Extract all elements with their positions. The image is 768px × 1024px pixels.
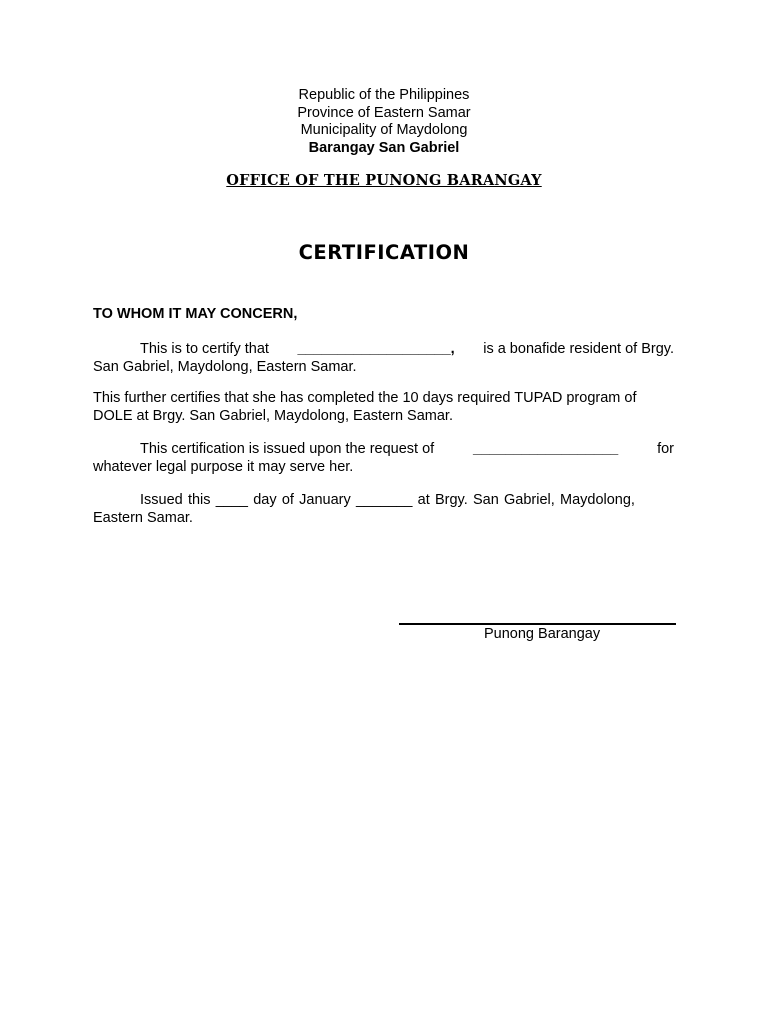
paragraph-text: San Gabriel, Maydolong, Eastern Samar. xyxy=(93,358,357,375)
signature-label: Punong Barangay xyxy=(484,626,601,642)
header-barangay: Barangay San Gabriel xyxy=(308,139,460,156)
document-title: CERTIFICATION xyxy=(298,241,470,264)
paragraph-line: This further certifies that she has completed the 10 days required TUPAD program of xyxy=(93,390,637,406)
header-municipality: Municipality of Maydolong xyxy=(300,122,468,138)
requester-blank-field: __________________ xyxy=(473,441,619,457)
paragraph-line xyxy=(93,341,674,359)
paragraph-text: Eastern Samar. xyxy=(93,509,193,526)
paragraph-text: Issued this ____ day of January _______ at Brgy. San Gabriel, Maydolong, xyxy=(140,492,635,508)
office-title: OFFICE OF THE PUNONG BARANGAY xyxy=(226,172,542,189)
paragraph-text: This is to certify that xyxy=(140,341,269,357)
paragraph-request xyxy=(93,441,674,476)
header-republic: Republic of the Philippines xyxy=(298,87,470,103)
header-province: Province of Eastern Samar xyxy=(297,104,471,121)
salutation: TO WHOM IT MAY CONCERN, xyxy=(93,306,298,322)
paragraph-line xyxy=(93,510,674,528)
paragraph-line: DOLE at Brgy. San Gabriel, Maydolong, Eastern Samar. xyxy=(93,407,453,424)
paragraph-text: whatever legal purpose it may serve her. xyxy=(93,458,354,475)
paragraph-line xyxy=(93,492,674,510)
paragraph-text: This certification is issued upon the request of xyxy=(140,441,435,457)
paragraph-text: is a bonafide resident of Brgy. xyxy=(483,341,674,357)
paragraph-issued xyxy=(93,492,674,527)
paragraph-line xyxy=(93,441,674,459)
paragraph-line xyxy=(93,359,674,377)
letterhead xyxy=(0,87,768,157)
paragraph-tupad xyxy=(93,390,674,425)
paragraph-line xyxy=(93,459,674,477)
paragraph-text: for xyxy=(657,441,674,457)
name-blank-field: ___________________, xyxy=(297,341,455,357)
signature-line xyxy=(399,623,676,625)
paragraph-resident xyxy=(93,341,674,376)
